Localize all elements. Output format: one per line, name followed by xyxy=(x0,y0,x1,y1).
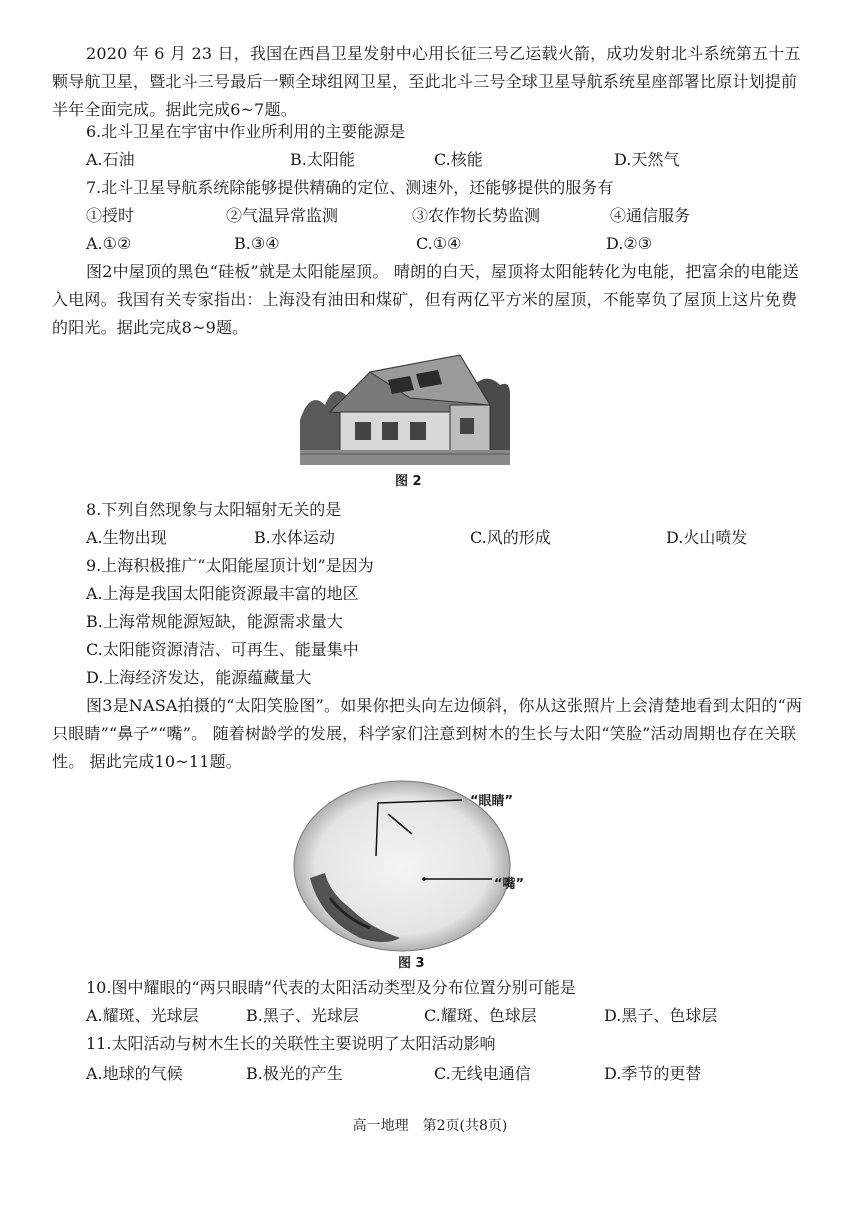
q7-item-4: ④通信服务 xyxy=(610,206,691,225)
q7-stem: 7.北斗卫星导航系统除能够提供精确的定位、测速外，还能够提供的服务有 xyxy=(86,178,614,197)
q10-option-c: C.耀斑、色球层 xyxy=(424,1006,537,1025)
q7-item-1: ①授时 xyxy=(86,206,135,225)
q7-item-2: ②气温异常监测 xyxy=(226,206,339,225)
q9-stem: 9.上海积极推广“太阳能屋顶计划”是因为 xyxy=(86,556,374,575)
q11-option-c: C.无线电通信 xyxy=(434,1064,531,1083)
q6-option-d: D.天然气 xyxy=(614,150,680,169)
page-footer: 高一地理 第2页(共8页) xyxy=(352,1118,508,1134)
figure-2-caption: 图 2 xyxy=(395,474,422,489)
q9-option-d: D.上海经济发达，能源蕴藏量大 xyxy=(86,668,312,687)
q7-option-a: A.①② xyxy=(86,234,132,253)
q10-stem: 10.图中耀眼的“两只眼睛”代表的太阳活动类型及分布位置分别可能是 xyxy=(86,978,576,997)
q11-option-a: A.地球的气候 xyxy=(86,1064,183,1083)
figure-2-house-photo xyxy=(300,350,510,465)
figure-3-label-eyes: “眼睛” xyxy=(470,794,514,809)
figure-3-caption: 图 3 xyxy=(398,956,425,971)
q6-option-a: A.石油 xyxy=(86,150,135,169)
q8-option-c: C.风的形成 xyxy=(470,528,551,547)
q6-option-b: B.太阳能 xyxy=(290,150,355,169)
q9-option-c: C.太阳能资源清洁、可再生、能量集中 xyxy=(86,640,359,659)
q7-item-3: ③农作物长势监测 xyxy=(412,206,541,225)
q8-option-d: D.火山喷发 xyxy=(666,528,748,547)
q11-option-d: D.季节的更替 xyxy=(604,1064,702,1083)
q6-stem: 6.北斗卫星在宇宙中作业所利用的主要能源是 xyxy=(86,122,406,141)
q9-option-a: A.上海是我国太阳能资源最丰富的地区 xyxy=(86,584,359,603)
q11-option-b: B.极光的产生 xyxy=(246,1064,343,1083)
intro-paragraph-3: 图3是NASA拍摄的“太阳笑脸图”。如果你把头向左边倾斜，你从这张照片上会清楚地看到太阳的“两只眼睛”“鼻子”“嘴”。 随着树龄学的发展，科学家们注意到树木的生长与太阳“笑脸”活动周期也存在关联性。 据此完成10~11题。 xyxy=(52,696,803,771)
q10-option-b: B.黑子、光球层 xyxy=(246,1006,359,1025)
q6-option-c: C.核能 xyxy=(434,150,483,169)
q8-option-a: A.生物出现 xyxy=(86,528,167,547)
q10-option-a: A.耀斑、光球层 xyxy=(86,1006,199,1025)
q11-stem: 11.太阳活动与树木生长的关联性主要说明了太阳活动影响 xyxy=(86,1034,496,1053)
q8-stem: 8.下列自然现象与太阳辐射无关的是 xyxy=(86,500,342,519)
house-illustration xyxy=(300,350,510,465)
figure-3-label-mouth: “嘴” xyxy=(494,877,525,892)
q9-option-b: B.上海常规能源短缺，能源需求量大 xyxy=(86,612,343,631)
q7-option-d: D.②③ xyxy=(606,234,653,253)
intro-paragraph-2: 图2中屋顶的黑色“硅板”就是太阳能屋顶。 晴朗的白天，屋顶将太阳能转化为电能，把富余的电能送入电网。我国有关专家指出：上海没有油田和煤矿，但有两亿平方米的屋顶，不能辜负了屋顶上这片免费的阳光。据此完成8~9题。 xyxy=(52,262,799,337)
q7-option-b: B.③④ xyxy=(234,234,280,253)
q10-option-d: D.黑子、色球层 xyxy=(604,1006,718,1025)
q8-option-b: B.水体运动 xyxy=(254,528,335,547)
q7-option-c: C.①④ xyxy=(416,234,462,253)
intro-paragraph-1: 2020 年 6 月 23 日，我国在西昌卫星发射中心用长征三号乙运载火箭，成功发射北斗系统第五十五颗导航卫星，暨北斗三号最后一颗全球组网卫星，至此北斗三号全球卫星导航系统星座部署比原计划提前半年全面完成。据此完成6~7题。 xyxy=(52,44,801,119)
